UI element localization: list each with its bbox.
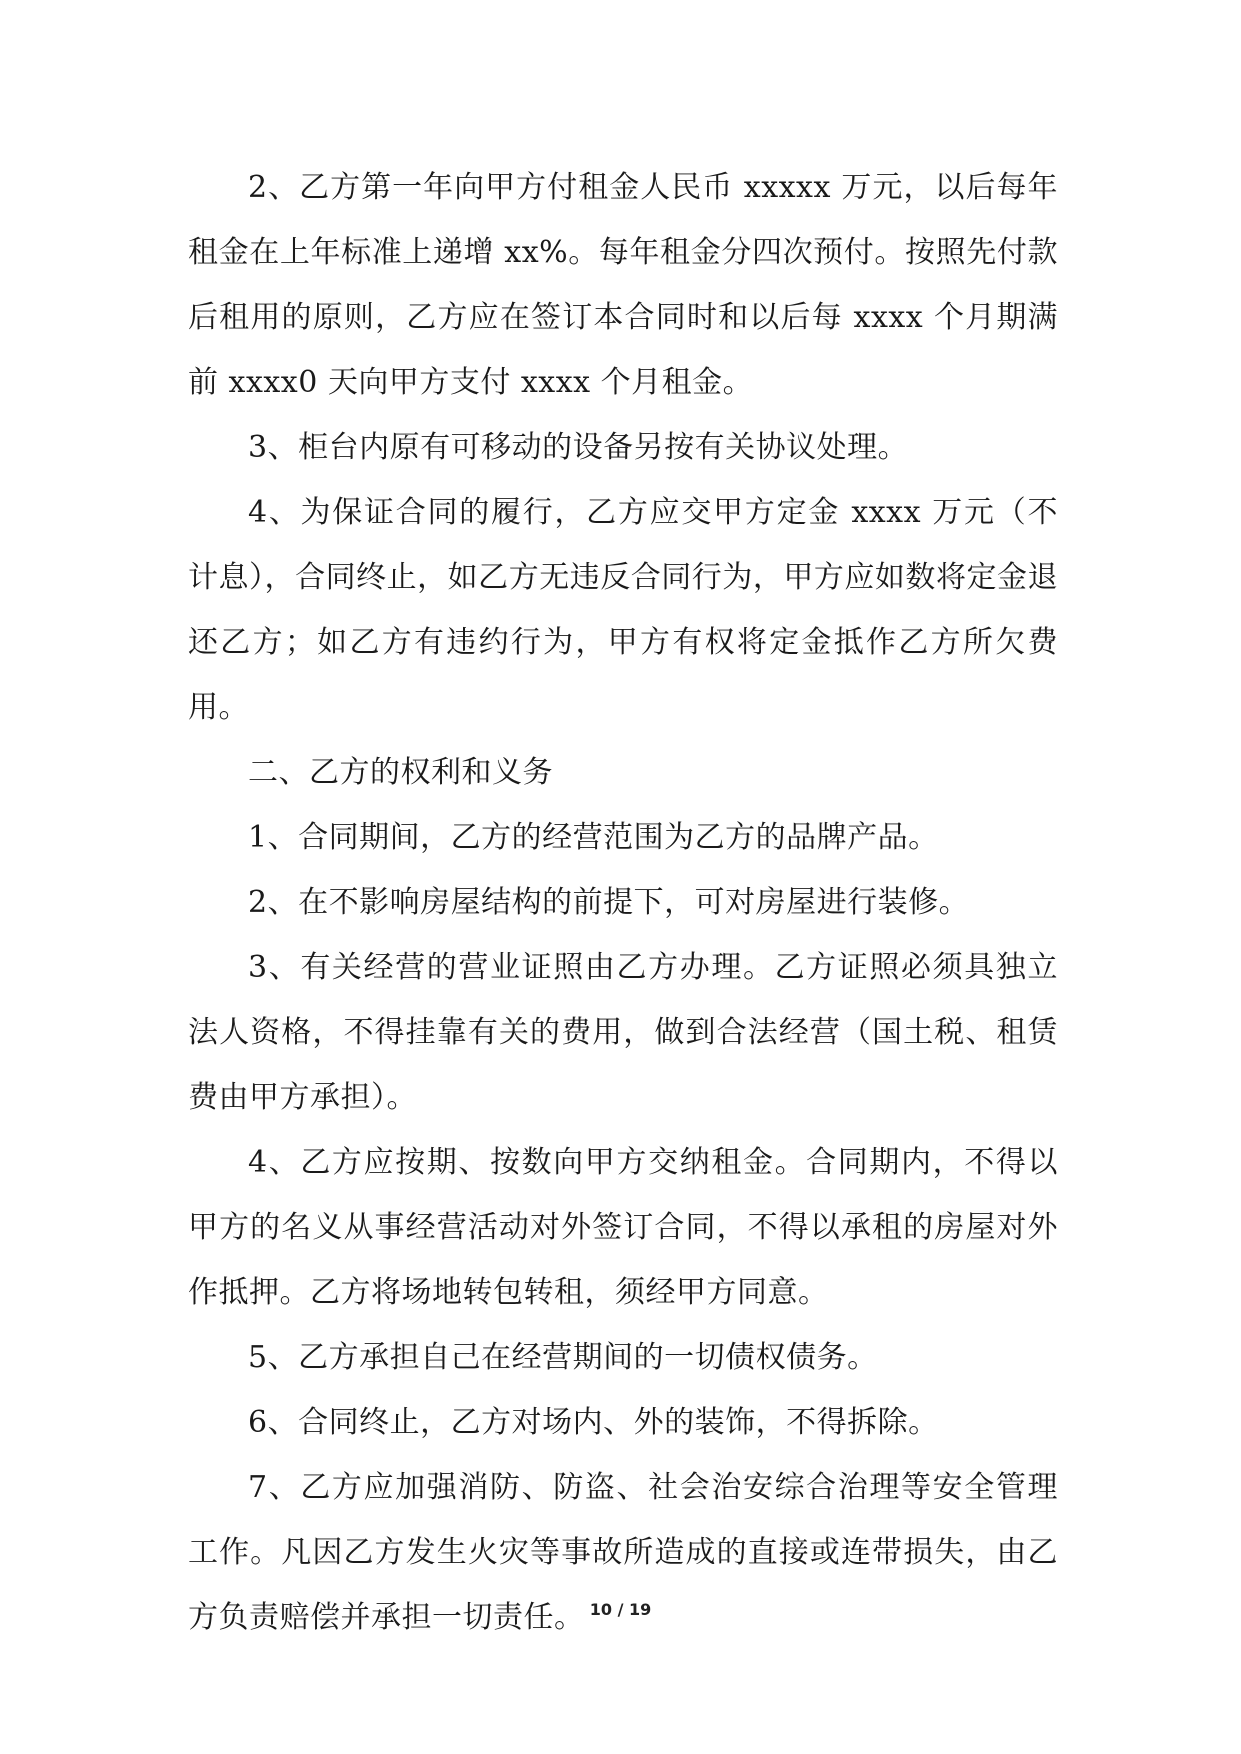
paragraph-debts: 5、乙方承担自己在经营期间的一切债权债务。 (248, 1340, 878, 1375)
paragraph-rent-payment: 2、乙方第一年向甲方付租金人民币 xxxxx 万元，以后每年租金在上年标准上递增 xx%。每年租金分四次预付。按照先付款后租用的原则，乙方应在签订本合同时和以后每 xxxx 个月期满前 xxxx0 天向甲方支付 xxxx 个月租金。 (188, 170, 1058, 400)
paragraph-rent-obligations: 4、乙方应按期、按数向甲方交纳租金。合同期内，不得以甲方的名义从事经营活动对外签订合同，不得以承租的房屋对外作抵押。乙方将场地转包转租，须经甲方同意。 (188, 1145, 1058, 1310)
document-body (188, 155, 1058, 1650)
paragraph-counter-equipment: 3、柜台内原有可移动的设备另按有关协议处理。 (248, 430, 909, 465)
section-heading-party-b-rights: 二、乙方的权利和义务 (248, 755, 553, 790)
paragraph-deposit: 4、为保证合同的履行，乙方应交甲方定金 xxxx 万元（不计息），合同终止，如乙方无违反合同行为，甲方应如数将定金退还乙方；如乙方有违约行为，甲方有权将定金抵作乙方所欠费用。 (188, 495, 1058, 725)
paragraph-business-scope: 1、合同期间，乙方的经营范围为乙方的品牌产品。 (248, 820, 939, 855)
page-number: 10 / 19 (589, 1600, 652, 1619)
paragraph-safety-management: 7、乙方应加强消防、防盗、社会治安综合治理等安全管理工作。凡因乙方发生火灾等事故所造成的直接或连带损失，由乙方负责赔偿并承担一切责任。 (188, 1470, 1058, 1635)
paragraph-business-license: 3、有关经营的营业证照由乙方办理。乙方证照必须具独立法人资格，不得挂靠有关的费用，做到合法经营（国土税、租赁费由甲方承担）。 (188, 950, 1058, 1115)
paragraph-renovation: 2、在不影响房屋结构的前提下，可对房屋进行装修。 (248, 885, 970, 920)
paragraph-decorations: 6、合同终止，乙方对场内、外的装饰，不得拆除。 (248, 1405, 939, 1440)
